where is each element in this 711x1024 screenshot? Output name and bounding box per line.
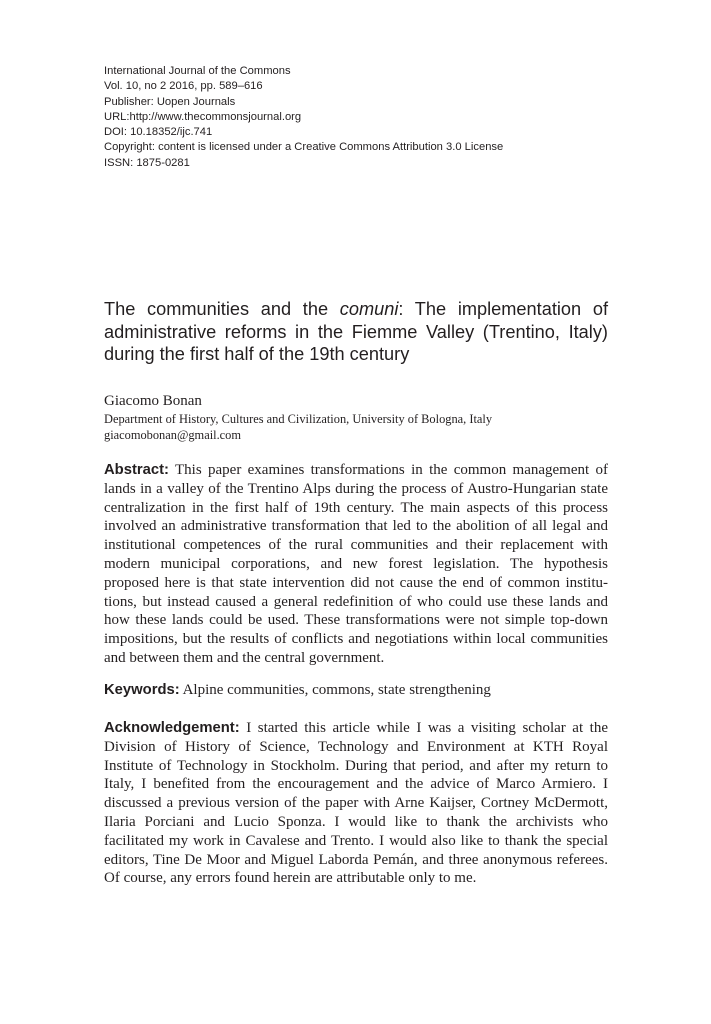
abstract-text: This paper examines transformations in the common management of lands in a valley of the Trentino Alps during the process of Austro-Hungarian state centralization in the first half of 19th century. The main aspects of this process involved an administrative transformation that led to the abolition of all legal and institutional competences of the rural communities and their replacement with modern municipal corporations, and new forest legislation. The hypothesis proposed here is that state intervention did not cause the end of common institutions, but instead caused a general redefinition of who could use these lands and how these lands could be used. These transformations were not simple top-down impositions, but the results of conflicts and negotiations within local communities and between them and the central government. <box>104 462 608 666</box>
title-part-2: : The implementation of administrative reforms in the Fiemme Valley (Trentino, Italy) during the first half of the 19th century <box>104 299 608 364</box>
author-block <box>104 392 608 443</box>
acknowledgement-text: I started this article while I was a visiting scholar at the Division of History of Science, Technology and Environment at KTH Royal Institute of Technology in Stockholm. During that period, and after my return to Italy, I benefited from the encouragement and the advice of Marco Armiero. I discussed a previous version of the paper with Arne Kaijser, Cortney McDermott, Ilaria Porciani and Lucio Sponza. I would like to thank the archivists who facilitated my work in Cavalese and Trento. I would also like to thank the special editors, Tine De Moor and Miguel Laborda Pemán, and three anonymous referees. Of course, any errors found herein are attributable only to me. <box>104 720 608 887</box>
journal-name: International Journal of the Commons <box>104 65 291 77</box>
abstract-label: Abstract: <box>104 462 169 478</box>
issn: ISSN: 1875-0281 <box>104 156 190 169</box>
title-part-1: The communities and the <box>104 299 340 319</box>
author-email: giacomobonan@gmail.com <box>104 428 242 442</box>
doi: DOI: 10.18352/ijc.741 <box>104 126 213 139</box>
author-affiliation: Department of History, Cultures and Civilization, University of Bologna, Italy <box>104 412 493 426</box>
journal-url: URL:http://www.thecommonsjournal.org <box>104 110 302 123</box>
volume-issue-pages: Vol. 10, no 2 2016, pp. 589–616 <box>104 80 263 93</box>
keywords <box>104 681 608 700</box>
keywords-label: Keywords: <box>104 682 180 698</box>
publisher: Publisher: Uopen Journals <box>104 95 236 108</box>
journal-metadata <box>104 64 624 171</box>
copyright: Copyright: content is licensed under a Creative Commons Attribution 3.0 License <box>104 141 504 154</box>
article-title <box>104 298 608 366</box>
acknowledgement <box>104 719 608 888</box>
author-name: Giacomo Bonan <box>104 393 202 409</box>
acknowledgement-label: Acknowledgement: <box>104 720 240 736</box>
keywords-text: Alpine communities, commons, state strengthening <box>179 682 491 698</box>
abstract <box>104 461 608 668</box>
title-italic-term: comuni <box>339 299 399 319</box>
